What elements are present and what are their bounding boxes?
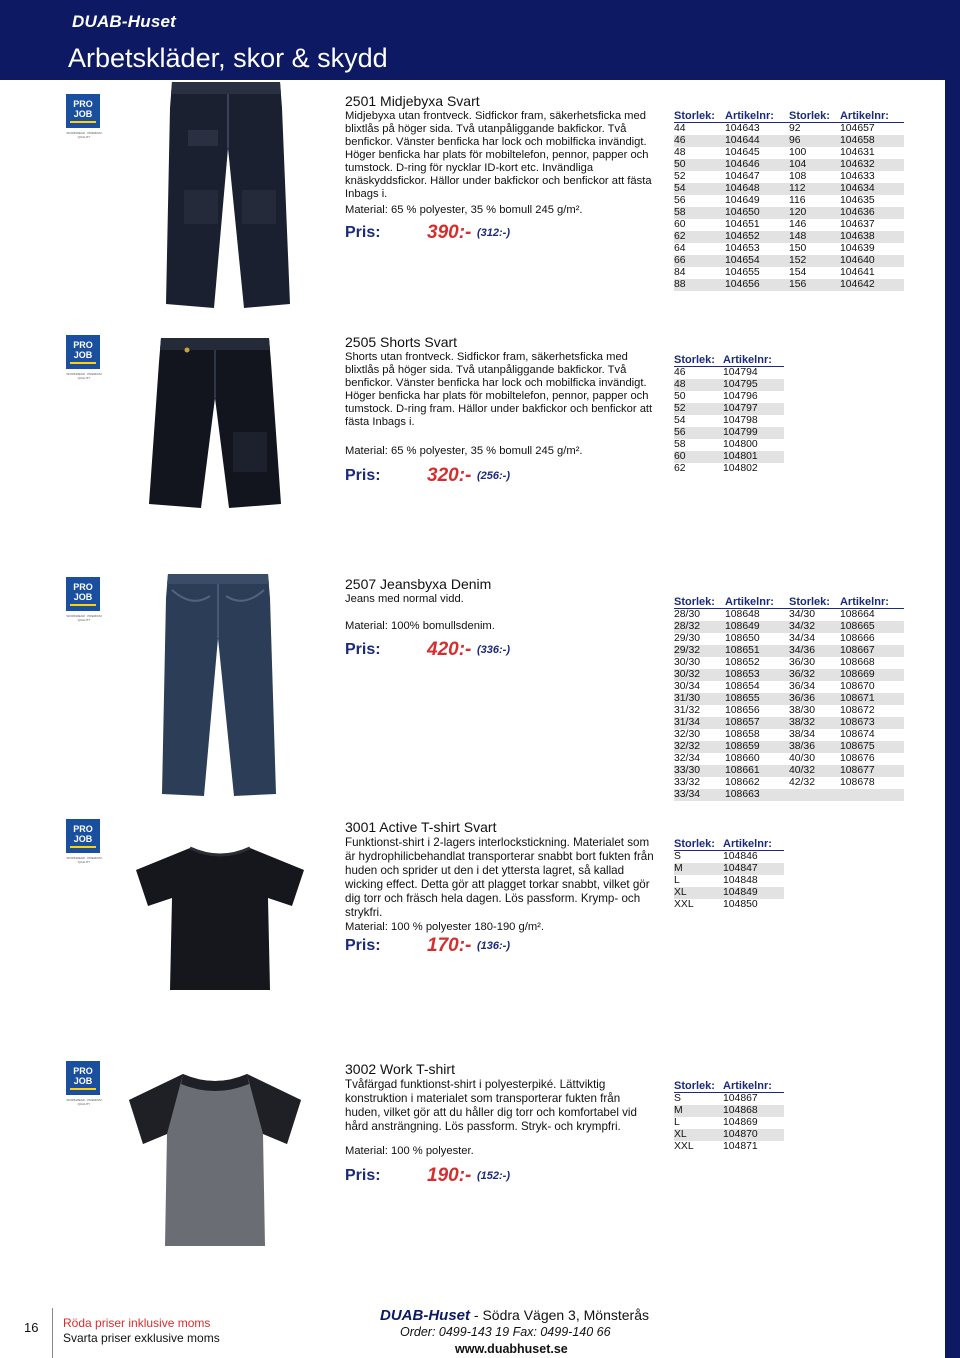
- size-row: [674, 427, 784, 439]
- size-cell: 30/34: [674, 681, 701, 692]
- article-cell: 104848: [723, 875, 758, 886]
- footer-company: [380, 1307, 649, 1324]
- product-photo-shorts: [145, 332, 285, 512]
- article-cell: 104655: [725, 267, 760, 278]
- article-cell: 108658: [725, 729, 760, 740]
- logo-caption: WORKWEAR · PREMIUM QUALITY: [66, 372, 102, 380]
- size-cell: 52: [674, 403, 723, 415]
- size-cell: 33/30: [674, 765, 725, 777]
- article-cell: 104652: [725, 231, 789, 243]
- size-cell: M: [674, 1105, 723, 1117]
- size-cell: 148: [789, 231, 840, 243]
- article-cell: 108673: [840, 717, 904, 729]
- article-cell: 104631: [839, 147, 875, 158]
- article-cell: 104639: [839, 243, 875, 254]
- price-label: Pris:: [345, 467, 381, 484]
- article-header: Artikelnr:: [723, 1080, 784, 1093]
- article-cell: 108677: [840, 765, 904, 777]
- size-row: [674, 403, 784, 415]
- size-table: [674, 838, 784, 911]
- product-material: Material: 100 % polyester.: [345, 1145, 474, 1157]
- footer-company-name: DUAB-Huset: [380, 1307, 470, 1324]
- article-cell: 104801: [723, 451, 784, 463]
- article-header: Artikelnr:: [840, 110, 904, 123]
- logo-caption: WORKWEAR · PREMIUM QUALITY: [66, 131, 102, 139]
- size-cell: 84: [674, 267, 686, 278]
- article-cell: 104636: [840, 207, 904, 219]
- size-row: [674, 159, 904, 171]
- article-cell: 104797: [723, 403, 784, 415]
- article-cell: 104868: [723, 1105, 784, 1117]
- article-cell: 104869: [723, 1117, 758, 1128]
- size-row: [674, 415, 784, 427]
- article-cell: 104658: [840, 135, 904, 147]
- product-3002: [0, 1056, 945, 1266]
- size-cell: L: [674, 875, 680, 886]
- size-cell: 38/32: [789, 717, 840, 729]
- logo-caption: WORKWEAR · PREMIUM QUALITY: [66, 856, 102, 864]
- article-cell: 104653: [725, 243, 760, 254]
- size-header: Storlek:: [674, 110, 725, 123]
- size-cell: 29/30: [674, 633, 701, 644]
- size-row: [674, 135, 904, 147]
- size-row: [674, 669, 904, 681]
- projob-logo: PRO JOB: [66, 819, 100, 853]
- article-cell: 104794: [723, 367, 758, 378]
- size-row: [674, 219, 904, 231]
- size-row: [674, 1105, 784, 1117]
- article-cell: 104802: [723, 463, 758, 474]
- article-cell: 108662: [725, 777, 760, 788]
- article-cell: 108651: [725, 645, 789, 657]
- article-cell: 104647: [725, 171, 760, 182]
- article-cell: 108656: [725, 705, 760, 716]
- article-cell: 108669: [840, 669, 904, 681]
- size-cell: 116: [788, 195, 806, 206]
- size-cell: 58: [674, 207, 725, 219]
- size-cell: 36/30: [788, 657, 815, 668]
- projob-logo: PRO JOB: [66, 577, 100, 611]
- article-cell: 108675: [840, 741, 904, 753]
- size-header: Storlek:: [674, 838, 723, 851]
- size-row: [674, 717, 904, 729]
- article-cell: 108654: [725, 681, 760, 692]
- size-cell: XXL: [674, 899, 694, 910]
- article-cell: 104638: [840, 231, 904, 243]
- size-cell: 40/32: [789, 765, 840, 777]
- article-cell: 108674: [839, 729, 875, 740]
- product-title: 2507 Jeansbyxa Denim: [345, 576, 492, 592]
- size-row: [674, 765, 904, 777]
- article-cell: 108660: [725, 753, 760, 764]
- size-row: [674, 609, 904, 622]
- article-cell: 108657: [725, 717, 789, 729]
- size-cell: 50: [674, 391, 686, 402]
- article-header: Artikelnr:: [840, 596, 904, 609]
- size-row: [674, 463, 784, 475]
- size-cell: 48: [674, 147, 686, 158]
- size-cell: [789, 789, 840, 801]
- projob-logo: PRO JOB: [66, 94, 100, 128]
- size-row: [674, 183, 904, 195]
- product-description: Midjebyxa utan frontveck. Sidfickor fram, säkerhetsficka med blixtlås på höger sida. Två utanpåliggande bakfickor. Två benfickor. Vänster benficka har lock och mobilficka invändigt. Höger benficka har plats för mobiltelefon, pennor, papper och tumstock. D-ring för nycklar ID-kort etc. Invändliga knäskyddsfickor. Hällor under bakfickor och benfickor att fästa Inbags i.: [345, 110, 652, 200]
- product-2501: [0, 80, 945, 310]
- article-cell: 104800: [723, 439, 758, 450]
- size-cell: 28/30: [674, 609, 701, 620]
- size-cell: 56: [674, 427, 723, 439]
- size-cell: 62: [674, 463, 686, 474]
- product-photo-tshirt-two-tone: [125, 1070, 305, 1250]
- price-incl-vat: 320:-: [427, 465, 472, 486]
- article-cell: 108663: [725, 789, 789, 801]
- size-row: [674, 741, 904, 753]
- product-material: Material: 100% bomullsdenim.: [345, 620, 495, 632]
- size-cell: 32/34: [674, 753, 701, 764]
- size-row: [674, 451, 784, 463]
- size-row: [674, 367, 784, 380]
- article-cell: 104649: [725, 195, 760, 206]
- article-cell: 104643: [725, 123, 760, 134]
- size-cell: 112: [789, 183, 840, 195]
- price-label: Pris:: [345, 937, 381, 954]
- product-2507: [0, 572, 945, 802]
- legend-red-prices: Röda priser inklusive moms: [63, 1316, 211, 1330]
- price-excl-vat: (152:-): [477, 1170, 511, 1182]
- footer-phone: Order: 0499-143 19 Fax: 0499-140 66: [400, 1325, 611, 1339]
- article-cell: 108672: [839, 705, 875, 716]
- article-cell: 104849: [723, 887, 784, 899]
- article-cell: 104847: [723, 863, 784, 875]
- size-cell: 92: [788, 123, 801, 134]
- size-row: [674, 705, 904, 717]
- size-table: [674, 1080, 784, 1153]
- price-excl-vat: (136:-): [477, 940, 511, 952]
- size-cell: 32/32: [674, 741, 725, 753]
- size-header: Storlek:: [674, 1080, 723, 1093]
- size-row: [674, 729, 904, 741]
- size-cell: 120: [789, 207, 840, 219]
- size-row: [674, 777, 904, 789]
- article-cell: 104642: [840, 279, 904, 291]
- article-cell: 104646: [725, 159, 789, 171]
- size-table: [674, 596, 904, 801]
- article-cell: 104656: [725, 279, 789, 291]
- footer-address: - Södra Vägen 3, Mönsterås: [470, 1307, 649, 1323]
- article-cell: 108661: [725, 765, 789, 777]
- size-cell: 62: [674, 231, 725, 243]
- product-material: Material: 65 % polyester, 35 % bomull 245 g/m².: [345, 204, 583, 216]
- size-cell: 34/30: [788, 609, 815, 620]
- price-excl-vat: (336:-): [477, 644, 511, 656]
- size-cell: XL: [674, 887, 723, 899]
- size-cell: 36/32: [789, 669, 840, 681]
- size-cell: 60: [674, 451, 723, 463]
- size-cell: 60: [674, 219, 686, 230]
- size-cell: 152: [789, 255, 840, 267]
- size-row: [674, 863, 784, 875]
- article-cell: 108671: [840, 693, 904, 705]
- size-cell: 36/34: [788, 681, 815, 692]
- size-cell: 54: [674, 415, 686, 426]
- size-cell: 38/34: [788, 729, 815, 740]
- article-cell: 104644: [725, 135, 789, 147]
- size-cell: 29/32: [674, 645, 725, 657]
- size-cell: 34/34: [788, 633, 815, 644]
- size-cell: 58: [674, 439, 686, 450]
- size-cell: S: [674, 851, 681, 862]
- product-photo-jeans: [152, 568, 286, 800]
- size-cell: 33/34: [674, 789, 725, 801]
- size-row: [674, 255, 904, 267]
- size-cell: 66: [674, 255, 725, 267]
- size-cell: 64: [674, 243, 686, 254]
- article-cell: 104871: [723, 1141, 758, 1152]
- size-cell: 36/36: [789, 693, 840, 705]
- article-cell: 104648: [725, 183, 789, 195]
- size-cell: M: [674, 863, 723, 875]
- page-header: [0, 0, 960, 80]
- price-incl-vat: 420:-: [427, 639, 472, 660]
- article-cell: 104650: [725, 207, 789, 219]
- size-cell: 33/32: [674, 777, 701, 788]
- size-row: [674, 207, 904, 219]
- article-header: Artikelnr:: [725, 110, 789, 123]
- product-photo-work-trousers: [158, 78, 298, 310]
- product-2505: [0, 330, 945, 530]
- article-cell: 104796: [723, 391, 758, 402]
- size-cell: L: [674, 1117, 680, 1128]
- size-cell: 31/32: [674, 705, 701, 716]
- product-description: Jeans med normal vidd.: [345, 593, 464, 605]
- size-cell: S: [674, 1093, 681, 1104]
- size-table: [674, 110, 904, 291]
- article-cell: 104632: [840, 159, 904, 171]
- price-excl-vat: (256:-): [477, 470, 511, 482]
- article-cell: 108648: [725, 609, 760, 620]
- article-header: Artikelnr:: [723, 838, 784, 851]
- size-row: [674, 379, 784, 391]
- size-row: [674, 875, 784, 887]
- article-cell: 104798: [723, 415, 758, 426]
- size-row: [674, 753, 904, 765]
- size-cell: 40/30: [788, 753, 815, 764]
- article-cell: 108649: [725, 621, 789, 633]
- article-cell: 104850: [723, 899, 758, 910]
- article-cell: 104657: [839, 123, 875, 134]
- article-cell: 104795: [723, 379, 784, 391]
- logo-caption: WORKWEAR · PREMIUM QUALITY: [66, 1098, 102, 1106]
- size-header: Storlek:: [789, 596, 840, 609]
- size-row: [674, 851, 784, 864]
- size-cell: 96: [789, 135, 840, 147]
- size-cell: 28/32: [674, 621, 725, 633]
- product-title: 3002 Work T-shirt: [345, 1061, 455, 1077]
- product-photo-tshirt-black: [130, 844, 310, 994]
- size-cell: 38/30: [788, 705, 815, 716]
- size-row: [674, 195, 904, 207]
- article-cell: 108667: [840, 645, 904, 657]
- size-row: [674, 1093, 784, 1106]
- article-cell: 104799: [723, 427, 784, 439]
- article-cell: 108678: [839, 777, 875, 788]
- product-description: Tvåfärgad funktionst-shirt i polyesterpiké. Lättviktig konstruktion i materialet som transporterar fukten från huden, vilket gör att du håller dig torr och komfortabel vid hård ansträngning. Lös passform. Stryk- och krympfri.: [345, 1078, 637, 1133]
- product-3001: [0, 814, 945, 1024]
- size-row: [674, 899, 784, 911]
- size-row: [674, 621, 904, 633]
- size-cell: 150: [788, 243, 807, 254]
- size-cell: 31/34: [674, 717, 725, 729]
- size-cell: XXL: [674, 1141, 694, 1152]
- size-row: [674, 1129, 784, 1141]
- size-header: Storlek:: [789, 110, 840, 123]
- size-cell: 44: [674, 123, 686, 134]
- footer-website[interactable]: www.duabhuset.se: [455, 1342, 568, 1356]
- product-material: Material: 100 % polyester 180-190 g/m².: [345, 921, 544, 933]
- size-row: [674, 279, 904, 291]
- size-row: [674, 681, 904, 693]
- size-cell: 38/36: [789, 741, 840, 753]
- size-cell: 42/32: [788, 777, 815, 788]
- article-cell: 108653: [725, 669, 789, 681]
- footer-divider: [52, 1308, 53, 1358]
- article-cell: 108668: [839, 657, 875, 668]
- size-row: [674, 439, 784, 451]
- size-row: [674, 645, 904, 657]
- article-cell: 108659: [725, 741, 789, 753]
- projob-logo: PRO JOB: [66, 335, 100, 369]
- size-row: [674, 123, 904, 136]
- page-number: 16: [24, 1320, 39, 1335]
- article-header: Artikelnr:: [725, 596, 789, 609]
- article-cell: 108665: [840, 621, 904, 633]
- size-cell: 100: [788, 147, 807, 158]
- article-cell: 104635: [839, 195, 875, 206]
- article-cell: 108666: [839, 633, 875, 644]
- size-cell: 34/36: [789, 645, 840, 657]
- size-cell: 46: [674, 135, 725, 147]
- article-cell: 104637: [839, 219, 875, 230]
- price-incl-vat: 390:-: [427, 222, 472, 243]
- size-header: Storlek:: [674, 354, 723, 367]
- size-cell: 31/30: [674, 693, 725, 705]
- size-row: [674, 391, 784, 403]
- article-cell: 104641: [839, 267, 875, 278]
- article-cell: 104870: [723, 1129, 784, 1141]
- size-cell: 34/32: [789, 621, 840, 633]
- article-header: Artikelnr:: [723, 354, 784, 367]
- size-row: [674, 693, 904, 705]
- size-cell: 156: [789, 279, 840, 291]
- article-cell: 108652: [725, 657, 760, 668]
- article-cell: 108664: [839, 609, 875, 620]
- size-cell: 146: [788, 219, 807, 230]
- size-row: [674, 633, 904, 645]
- article-cell: 108676: [839, 753, 875, 764]
- size-row: [674, 657, 904, 669]
- article-cell: 108670: [839, 681, 875, 692]
- size-cell: 30/30: [674, 657, 701, 668]
- legend-black-prices: Svarta priser exklusive moms: [63, 1331, 220, 1345]
- article-cell: 104634: [840, 183, 904, 195]
- price-incl-vat: 190:-: [427, 1165, 472, 1186]
- size-cell: 32/30: [674, 729, 701, 740]
- logo-caption: WORKWEAR · PREMIUM QUALITY: [66, 614, 102, 622]
- size-cell: 30/32: [674, 669, 725, 681]
- article-cell: 104640: [840, 255, 904, 267]
- size-cell: 154: [788, 267, 807, 278]
- article-cell: 108650: [725, 633, 760, 644]
- size-cell: XL: [674, 1129, 723, 1141]
- article-cell: 104645: [725, 147, 760, 158]
- article-cell: 104651: [725, 219, 760, 230]
- size-cell: 56: [674, 195, 686, 206]
- product-title: 3001 Active T-shirt Svart: [345, 819, 497, 835]
- size-row: [674, 147, 904, 159]
- size-cell: 54: [674, 183, 725, 195]
- price-excl-vat: (312:-): [477, 227, 511, 239]
- price-label: Pris:: [345, 224, 381, 241]
- page-title: Arbetskläder, skor & skydd: [68, 43, 388, 73]
- size-cell: 50: [674, 159, 725, 171]
- article-cell: 104867: [723, 1093, 758, 1104]
- size-cell: 52: [674, 171, 686, 182]
- price-incl-vat: 170:-: [427, 935, 472, 956]
- size-cell: 104: [789, 159, 840, 171]
- product-description: Funktionst-shirt i 2-lagers interlockstickning. Materialet som är hydrophilicbehandlat transporterar snabbt bort fukten från huden och sprider ut den i det yttersta lagret, så kallad wicking effect. Detta gör att plagget torkar snabbt, vilket gör dig torr och fräsch hela dagen. Lös passform. Krymp- och strykfri.: [345, 836, 654, 919]
- product-material: Material: 65 % polyester, 35 % bomull 245 g/m².: [345, 445, 583, 457]
- size-row: [674, 887, 784, 899]
- projob-logo: PRO JOB: [66, 1061, 100, 1095]
- size-cell: 108: [788, 171, 807, 182]
- size-cell: 88: [674, 279, 725, 291]
- size-cell: 48: [674, 379, 723, 391]
- size-row: [674, 243, 904, 255]
- price-label: Pris:: [345, 1167, 381, 1184]
- article-cell: 108655: [725, 693, 789, 705]
- size-header: Storlek:: [674, 596, 725, 609]
- size-row: [674, 231, 904, 243]
- product-description: Shorts utan frontveck. Sidfickor fram, säkerhetsficka med blixtlås på höger sida. Två utanpåliggande bakfickor. Två benfickor. Vänster benficka har lock och mobilficka invändigt. Höger benficka har plats för mobiltelefon, pennor, papper och tumstock. D-ring fram. Hällor under bakfickor och benfickor att fästa Inbags i.: [345, 351, 653, 428]
- article-cell: 104654: [725, 255, 789, 267]
- product-title: 2505 Shorts Svart: [345, 334, 458, 350]
- size-cell: 46: [674, 367, 686, 378]
- size-row: [674, 789, 904, 801]
- size-row: [674, 1117, 784, 1129]
- size-row: [674, 267, 904, 279]
- size-table: [674, 354, 784, 475]
- size-row: [674, 171, 904, 183]
- article-cell: [840, 789, 904, 801]
- article-cell: 104846: [723, 851, 758, 862]
- price-label: Pris:: [345, 641, 381, 658]
- article-cell: 104633: [839, 171, 875, 182]
- brand-name: DUAB-Huset: [72, 12, 176, 31]
- product-title: 2501 Midjebyxa Svart: [345, 93, 480, 109]
- size-row: [674, 1141, 784, 1153]
- side-bar: [945, 80, 960, 1358]
